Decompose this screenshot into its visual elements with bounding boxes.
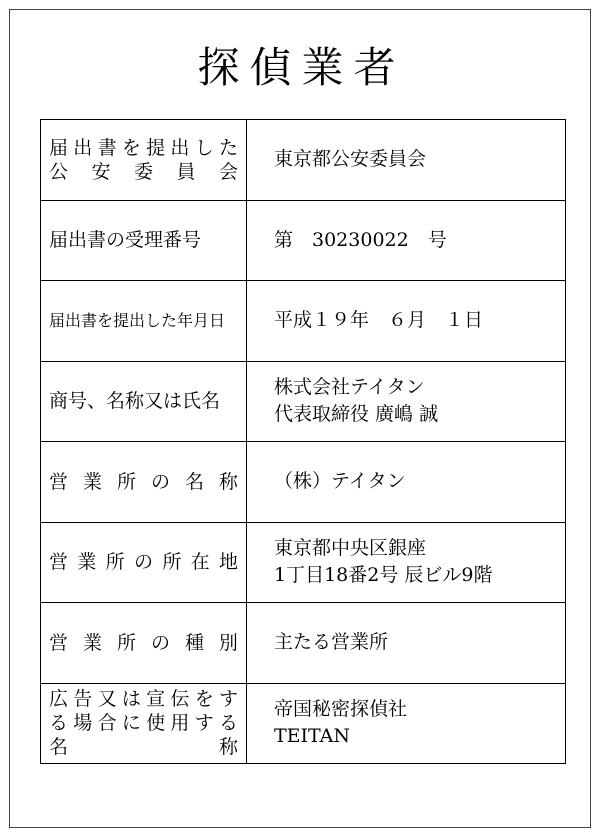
label-line: 名 称 [49, 736, 238, 759]
office-address-label [41, 522, 247, 603]
receipt-number-value [247, 200, 566, 281]
registration-table [40, 119, 566, 764]
label-line: 営 業 所 の 種 別 [49, 631, 238, 654]
label-line: 営 業 所 の 所 在 地 [49, 551, 238, 574]
office-name-label [41, 442, 247, 523]
trade-name-value [247, 361, 566, 442]
value-line: 平成１９年 ６月 １日 [274, 309, 484, 332]
value-line: TEITAN [274, 725, 351, 748]
office-address-value [247, 522, 566, 603]
commission-value [247, 120, 566, 201]
table-row [41, 120, 566, 201]
value-line: 主たる営業所 [274, 631, 389, 654]
table-row [41, 200, 566, 281]
value-line: 東京都公安委員会 [274, 148, 427, 171]
table-row [41, 522, 566, 603]
table-row [41, 683, 566, 764]
value-line: （株）テイタン [274, 470, 406, 493]
table-row [41, 442, 566, 523]
advert-name-label [41, 683, 247, 764]
advert-name-value [247, 683, 566, 764]
label-line: 営 業 所 の 名 称 [49, 470, 238, 493]
value-line: 代表取締役 廣嶋 誠 [274, 403, 439, 426]
table-row [41, 361, 566, 442]
document-title: 探偵業者 [197, 43, 406, 92]
filing-date-value [247, 281, 566, 362]
filing-date-label [41, 281, 247, 362]
label-line: 届 出 書 を 提 出 し た [49, 136, 238, 159]
label-line: る 場 合 に 使 用 す る [49, 712, 238, 735]
label-line: 商号、名称又は氏名 [49, 390, 221, 413]
table-row [41, 603, 566, 684]
value-line: 帝国秘密探偵社 [274, 698, 408, 721]
commission-label [41, 120, 247, 201]
office-type-value [247, 603, 566, 684]
table-row [41, 281, 566, 362]
label-line: 届出書の受理番号 [49, 229, 202, 252]
trade-name-label [41, 361, 247, 442]
value-line: 株式会社テイタン [274, 376, 425, 399]
office-type-label [41, 603, 247, 684]
value-line: 第 30230022 号 [274, 228, 447, 251]
receipt-number-label [41, 200, 247, 281]
label-line: 広 告 又 は 宣 伝 を す [49, 688, 238, 711]
label-line: 公 安 委 員 会 [49, 160, 238, 183]
value-line: 1丁目18番2号 辰ビル9階 [274, 564, 493, 587]
value-line: 東京都中央区銀座 [274, 537, 427, 560]
office-name-value [247, 442, 566, 523]
label-line: 届出書を提出した年月日 [49, 310, 226, 330]
